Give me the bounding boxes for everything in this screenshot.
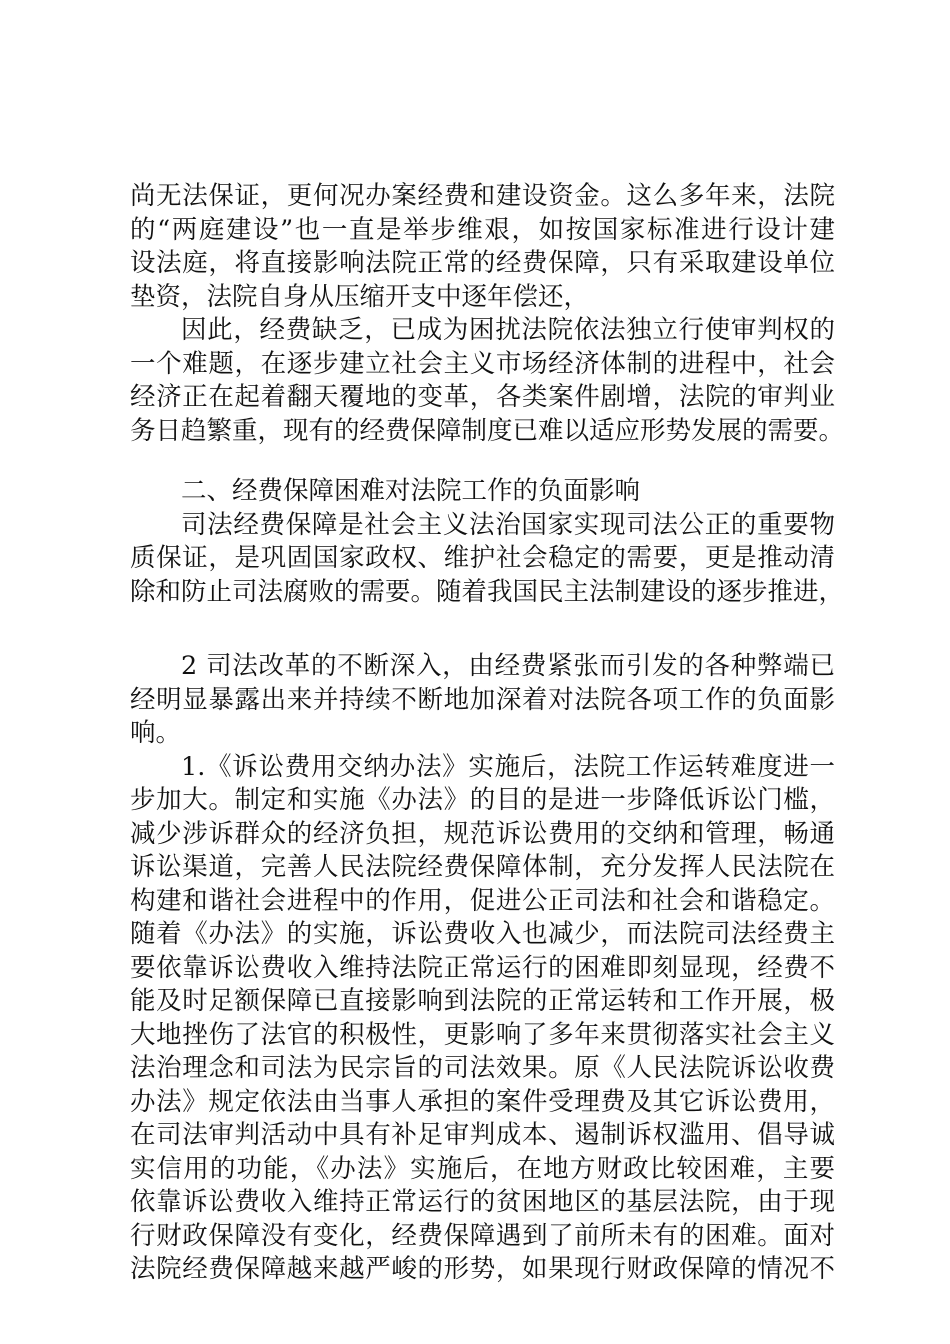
text-line: 随着《办法》的实施，诉讼费收入也减少，而法院司法经费主 (130, 919, 835, 949)
paragraph-funding-shortfall (130, 180, 835, 314)
text-line: 减少涉诉群众的经济负担，规范诉讼费用的交纳和管理，畅通 (130, 818, 835, 849)
document-page (130, 180, 845, 1287)
text-line: 设法庭，将直接影响法院正常的经费保障，只有采取建设单位 (130, 248, 835, 278)
paragraph-fee-measures (130, 751, 835, 1287)
text-line: 垫资，法院自身从压缩开支中逐年偿还， (130, 281, 590, 312)
text-line: 在司法审判活动中具有补足审判成本、遏制诉权滥用、倡导诚 (130, 1120, 835, 1150)
text-line: 的“两庭建设”也一直是举步维艰，如按国家标准进行设计建 (130, 214, 835, 245)
heading-text: 二、经费保障困难对法院工作的负面影响 (181, 476, 641, 506)
text-line: 法院经费保障越来越严峻的形势，如果现行财政保障的情况不 (130, 1254, 835, 1284)
text-line: 经济正在起着翻天覆地的变革，各类案件剧增，法院的审判业 (130, 382, 835, 412)
text-line: 法治理念和司法为民宗旨的司法效果。原《人民法院诉讼收费 (130, 1053, 835, 1083)
text-line: 能及时足额保障已直接影响到法院的正常运转和工作开展，极 (130, 986, 835, 1016)
text-line: 依靠诉讼费收入维持正常运行的贫困地区的基层法院，由于现 (130, 1187, 835, 1217)
text-line: 步加大。制定和实施《办法》的目的是进一步降低诉讼门槛， (130, 785, 835, 815)
text-line: 1.《诉讼费用交纳办法》实施后，法院工作运转难度进一 (181, 751, 835, 782)
text-line: 一个难题，在逐步建立社会主义市场经济体制的进程中，社会 (130, 348, 835, 379)
text-line: 实信用的功能，《办法》实施后，在地方财政比较困难，主要 (130, 1153, 835, 1184)
text-line: 司法经费保障是社会主义法治国家实现司法公正的重要物 (181, 509, 835, 540)
text-line: 质保证，是巩固国家政权、维护社会稳定的需要，更是推动清 (130, 543, 835, 573)
text-line: 构建和谐社会进程中的作用，促进公正司法和社会和谐稳定。 (130, 885, 835, 916)
text-line: 因此，经费缺乏，已成为困扰法院依法独立行使审判权的 (181, 315, 835, 345)
text-line: 尚无法保证，更何况办案经费和建设资金。这么多年来，法院 (130, 181, 835, 211)
text-line: 诉讼渠道，完善人民法院经费保障体制，充分发挥人民法院在 (130, 852, 835, 882)
text-line: 要依靠诉讼费收入维持法院正常运行的困难即刻显现，经费不 (130, 952, 835, 983)
text-line: 响。 (130, 718, 182, 748)
text-line: 2 司法改革的不断深入，由经费紧张而引发的各种弊端已 (181, 651, 835, 681)
text-line: 办法》规定依法由当事人承担的案件受理费及其它诉讼费用， (130, 1086, 835, 1117)
text-line: 经明显暴露出来并持续不断地加深着对法院各项工作的负面影 (130, 684, 835, 715)
text-line: 务日趋繁重，现有的经费保障制度已难以适应形势发展的需要。 (130, 415, 845, 446)
text-line: 大地挫伤了法官的积极性，更影响了多年来贯彻落实社会主义 (130, 1019, 835, 1050)
paragraph-therefore (130, 314, 845, 448)
section-heading (130, 475, 835, 509)
text-line: 除和防止司法腐败的需要。随着我国民主法制建设的逐步推进， (130, 576, 845, 607)
paragraph-judicial-reform (130, 650, 835, 751)
text-line: 行财政保障没有变化，经费保障遇到了前所未有的困难。面对 (130, 1220, 835, 1251)
paragraph-judicial-funding (130, 509, 845, 610)
